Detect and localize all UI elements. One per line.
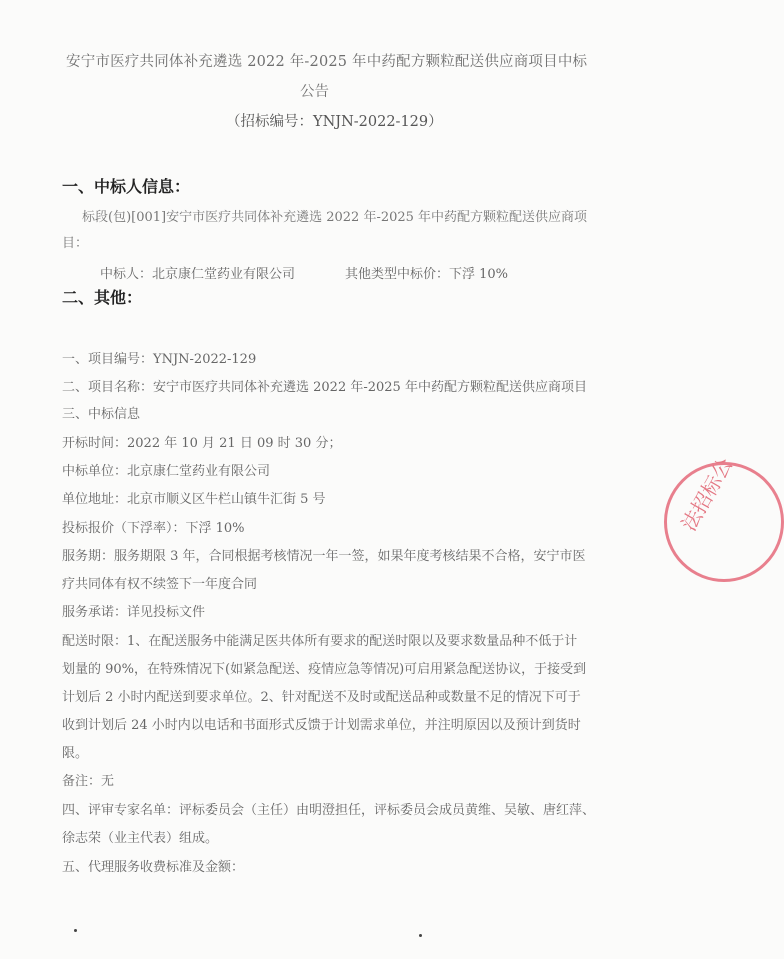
text-line: 开标时间：2022 年 10 月 21 日 09 时 30 分； [62,436,342,451]
official-seal-stamp [664,453,784,582]
text-line: 四、评审专家名单：评标委员会（主任）由明澄担任，评标委员会成员黄维、吴敏、唐红萍、 [62,803,596,818]
stamp-text: 法招标公 [676,453,738,535]
text-line: 服务期：服务期限 3 年，合同根据考核情况一年一签，如果年度考核结果不合格，安宁市医 [62,549,586,564]
winning-price: 其他类型中标价：下浮 10% [345,267,509,282]
lot-description-line2: 目： [62,236,89,251]
text-line: 单位地址：北京市顺义区牛栏山镇牛汇街 5 号 [62,492,326,507]
scan-speck [74,929,77,932]
text-line: 疗共同体有权不续签下一年度合同 [62,577,258,592]
text-line: 计划后 2 小时内配送到要求单位。2、针对配送不及时或配送品种或数量不足的情况下可于 [62,690,581,705]
bid-number: （招标编号：YNJN-2022-129） [226,114,443,130]
text-line: 备注：无 [62,774,115,789]
text-line: 一、项目编号：YNJN-2022-129 [62,352,257,367]
section-heading-winner-info: 一、中标人信息： [62,177,191,196]
lot-description-line1: 标段(包)[001]安宁市医疗共同体补充遴选 2022 年-2025 年中药配方颗粒配送供应商项 [82,210,588,225]
text-line: 划量的 90%，在特殊情况下(如紧急配送、疫情应急等情况)可启用紧急配送协议，于接受到 [62,662,587,677]
text-line: 徐志荣（业主代表）组成。 [62,831,219,846]
text-line: 三、中标信息 [62,407,141,422]
text-line: 服务承诺：详见投标文件 [62,605,206,620]
text-line: 收到计划后 24 小时内以电话和书面形式反馈于计划需求单位，并注明原因以及预计到货时 [62,718,581,733]
text-line: 限。 [62,746,89,761]
announcement-title-line1: 安宁市医疗共同体补充遴选 2022 年-2025 年中药配方颗粒配送供应商项目中标 [66,54,588,70]
announcement-title-line2: 公告 [300,84,329,100]
text-line: 配送时限：1、在配送服务中能满足医共体所有要求的配送时限以及要求数量品种不低于计 [62,634,578,649]
text-line: 二、项目名称：安宁市医疗共同体补充遴选 2022 年-2025 年中药配方颗粒配送供应商项目 [62,380,587,395]
scan-speck [419,934,422,937]
winning-bidder: 中标人：北京康仁堂药业有限公司 [100,267,296,282]
text-line: 中标单位：北京康仁堂药业有限公司 [62,464,271,479]
text-line: 五、代理服务收费标准及金额： [62,860,245,875]
section-heading-other: 二、其他： [62,288,143,307]
text-line: 投标报价（下浮率）：下浮 10% [62,521,245,536]
